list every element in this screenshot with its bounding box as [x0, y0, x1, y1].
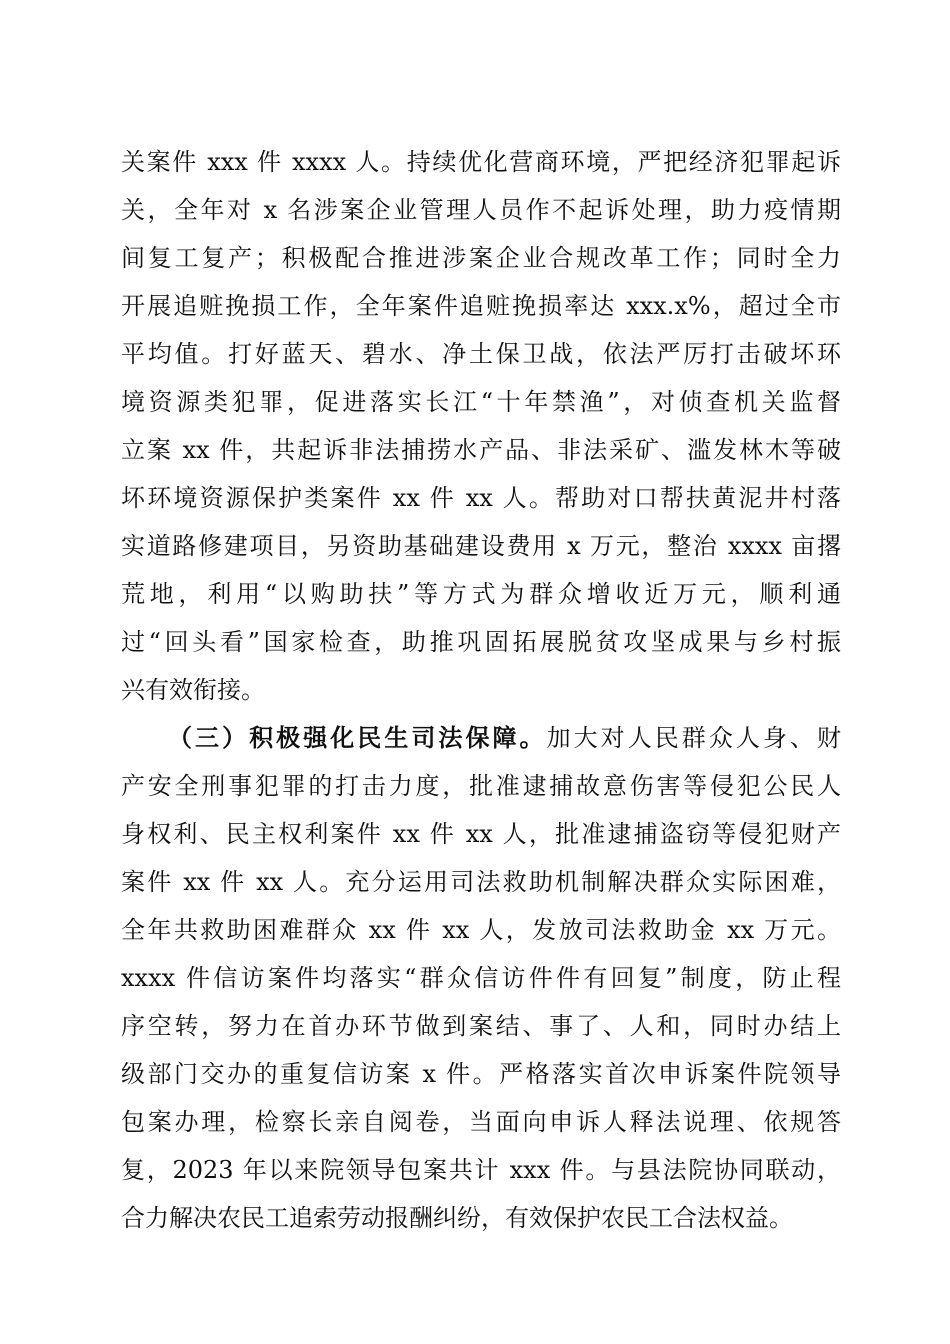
paragraph-line: xxxx 件信访案件均落实“群众信访件件有回复”制度，防止程	[121, 964, 841, 992]
section-heading-rest: 加大对人民群众人身、财	[546, 724, 842, 752]
paragraph-line: 级部门交办的重复信访案 x 件。严格落实首次申诉案件院领导	[121, 1060, 841, 1088]
paragraph-line: 合力解决农民工追索劳动报酬纠纷，有效保护农民工合法权益。	[121, 1204, 793, 1232]
paragraph-line: 案件 xx 件 xx 人。充分运用司法救助机制解决群众实际困难，	[121, 868, 841, 896]
paragraph-line: 间复工复产；积极配合推进涉案企业合规改革工作；同时全力	[121, 244, 841, 272]
section-heading-line	[168, 720, 841, 756]
paragraph-line: 立案 xx 件，共起诉非法捕捞水产品、非法采矿、滥发林木等破	[121, 436, 841, 464]
paragraph-line: 包案办理，检察长亲自阅卷，当面向申诉人释法说理、依规答	[121, 1108, 841, 1136]
paragraph-line: 实道路修建项目，另资助基础建设费用 x 万元，整治 xxxx 亩撂	[121, 532, 841, 560]
paragraph-line: 关案件 xxx 件 xxxx 人。持续优化营商环境，严把经济犯罪起诉	[121, 148, 841, 176]
paragraph-line: 序空转，努力在首办环节做到案结、事了、人和，同时办结上	[121, 1012, 841, 1040]
paragraph-line: 过“回头看”国家检查，助推巩固拓展脱贫攻坚成果与乡村振	[121, 628, 841, 656]
paragraph-line: 平均值。打好蓝天、碧水、净土保卫战，依法严厉打击破坏环	[121, 340, 841, 368]
paragraph-line: 身权利、民主权利案件 xx 件 xx 人，批准逮捕盗窃等侵犯财产	[121, 820, 841, 848]
paragraph-line: 关，全年对 x 名涉案企业管理人员作不起诉处理，助力疫情期	[121, 196, 841, 224]
paragraph-line: 境资源类犯罪，促进落实长江“十年禁渔”，对侦查机关监督	[121, 388, 841, 416]
paragraph-line: 坏环境资源保护类案件 xx 件 xx 人。帮助对口帮扶黄泥井村落	[121, 484, 841, 512]
paragraph-line: 复，2023 年以来院领导包案共计 xxx 件。与县法院协同联动，	[121, 1156, 841, 1184]
paragraph-line: 全年共救助困难群众 xx 件 xx 人，发放司法救助金 xx 万元。	[121, 916, 841, 944]
section-heading: （三）积极强化民生司法保障。	[168, 723, 547, 752]
paragraph-line: 开展追赃挽损工作，全年案件追赃挽损率达 xxx.x%，超过全市	[121, 292, 841, 320]
paragraph-line: 荒地，利用“以购助扶”等方式为群众增收近万元，顺利通	[121, 580, 841, 608]
paragraph-line: 兴有效衔接。	[121, 676, 265, 704]
paragraph-line: 产安全刑事犯罪的打击力度，批准逮捕故意伤害等侵犯公民人	[121, 772, 841, 800]
